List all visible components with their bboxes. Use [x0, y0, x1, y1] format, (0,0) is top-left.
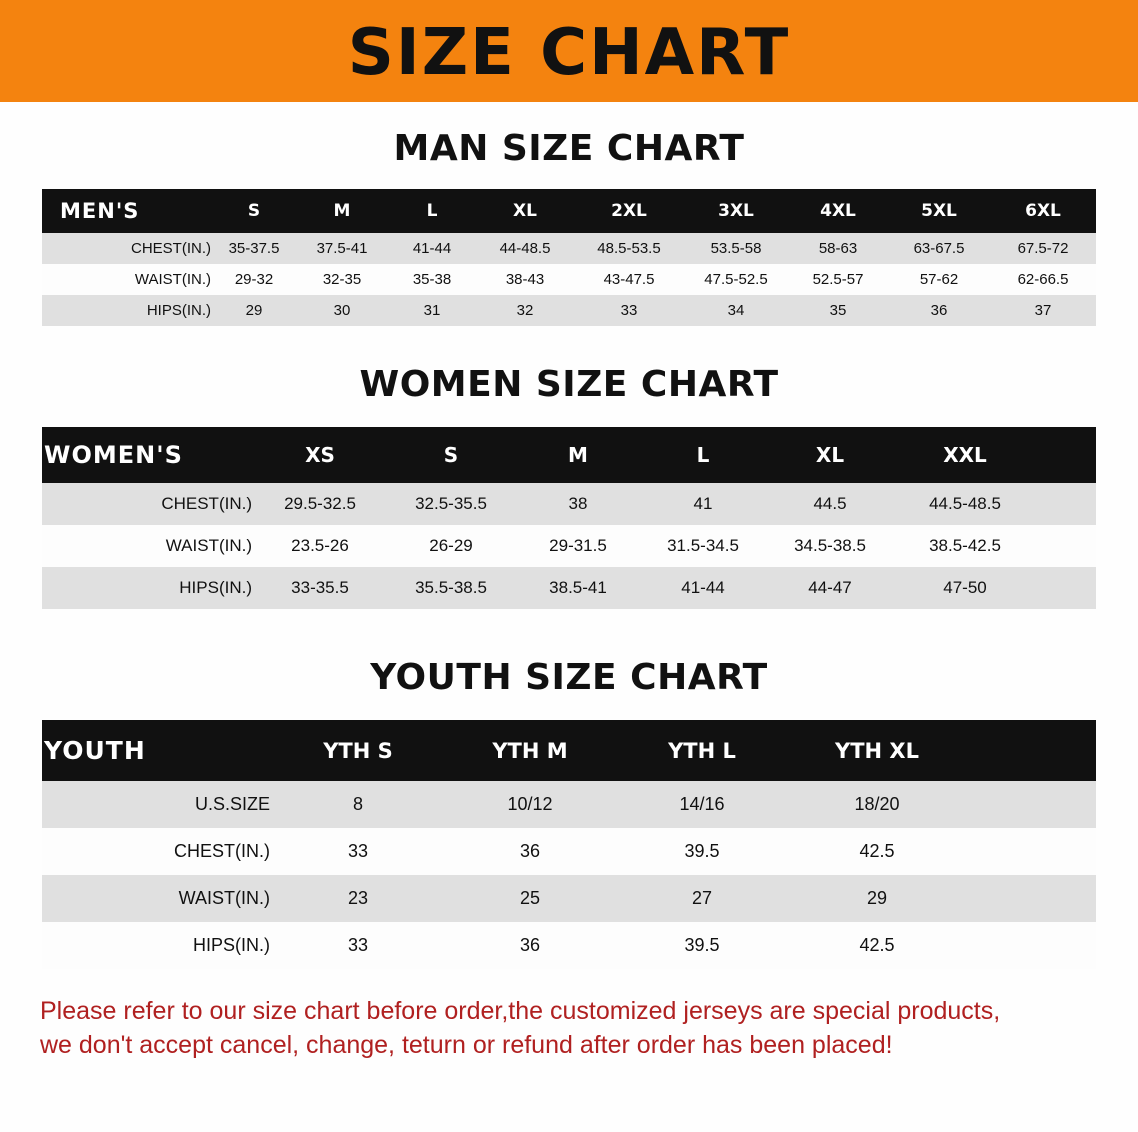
youth-row-ussize-label: U.S.SIZE [42, 781, 272, 828]
man-waist-4xl: 52.5-57 [788, 264, 888, 295]
table-row [42, 295, 1096, 326]
women-hips-l: 41-44 [640, 567, 766, 609]
women-row-chest-label: CHEST(IN.) [42, 483, 254, 525]
man-hips-3xl: 34 [684, 295, 788, 326]
youth-ussize-xl: 18/20 [788, 781, 966, 828]
man-waist-6xl: 62-66.5 [990, 264, 1096, 295]
table-row [42, 875, 1096, 922]
man-chest-xl: 44-48.5 [476, 233, 574, 264]
man-size-table [42, 189, 1096, 326]
man-row-hips-label: HIPS(IN.) [42, 295, 212, 326]
women-waist-m: 29-31.5 [516, 525, 640, 567]
women-header-label: WOMEN'S [42, 427, 254, 483]
youth-header-s: YTH S [272, 720, 444, 781]
youth-size-table [42, 720, 1096, 969]
youth-chest-m: 36 [444, 828, 616, 875]
youth-chest-spacer [966, 828, 1096, 875]
man-header-xl: XL [476, 189, 574, 233]
women-header-spacer [1036, 427, 1096, 483]
youth-hips-s: 33 [272, 922, 444, 969]
man-header-label: MEN'S [42, 189, 212, 233]
man-header-s: S [212, 189, 296, 233]
women-waist-xl: 34.5-38.5 [766, 525, 894, 567]
youth-ussize-s: 8 [272, 781, 444, 828]
women-waist-xxl: 38.5-42.5 [894, 525, 1036, 567]
man-chest-6xl: 67.5-72 [990, 233, 1096, 264]
women-header-xxl: XXL [894, 427, 1036, 483]
youth-waist-s: 23 [272, 875, 444, 922]
youth-waist-xl: 29 [788, 875, 966, 922]
women-section-heading: WOMEN SIZE CHART [359, 364, 779, 405]
youth-ussize-m: 10/12 [444, 781, 616, 828]
man-section-heading: MAN SIZE CHART [393, 128, 745, 169]
man-header-6xl: 6XL [990, 189, 1096, 233]
women-chest-l: 41 [640, 483, 766, 525]
man-waist-l: 35-38 [388, 264, 476, 295]
policy-note [40, 995, 1098, 1063]
youth-ussize-l: 14/16 [616, 781, 788, 828]
women-header-s: S [386, 427, 516, 483]
women-header-m: M [516, 427, 640, 483]
youth-table-header-row [42, 720, 1096, 781]
youth-hips-spacer [966, 922, 1096, 969]
youth-table-wrapper [42, 720, 1096, 969]
youth-hips-xl: 42.5 [788, 922, 966, 969]
man-waist-3xl: 47.5-52.5 [684, 264, 788, 295]
women-header-l: L [640, 427, 766, 483]
women-chest-s: 32.5-35.5 [386, 483, 516, 525]
women-hips-xl: 44-47 [766, 567, 894, 609]
man-waist-s: 29-32 [212, 264, 296, 295]
table-row [42, 922, 1096, 969]
youth-row-hips-label: HIPS(IN.) [42, 922, 272, 969]
women-hips-xxl: 47-50 [894, 567, 1036, 609]
man-waist-m: 32-35 [296, 264, 388, 295]
banner [0, 0, 1138, 102]
women-header-xs: XS [254, 427, 386, 483]
man-chest-5xl: 63-67.5 [888, 233, 990, 264]
women-table-header-row [42, 427, 1096, 483]
youth-chest-l: 39.5 [616, 828, 788, 875]
youth-hips-l: 39.5 [616, 922, 788, 969]
youth-chest-s: 33 [272, 828, 444, 875]
women-chest-xxl: 44.5-48.5 [894, 483, 1036, 525]
man-header-m: M [296, 189, 388, 233]
man-chest-m: 37.5-41 [296, 233, 388, 264]
youth-waist-l: 27 [616, 875, 788, 922]
table-row [42, 828, 1096, 875]
man-waist-xl: 38-43 [476, 264, 574, 295]
man-row-waist-label: WAIST(IN.) [42, 264, 212, 295]
man-table-wrapper [42, 189, 1096, 326]
women-waist-spacer [1036, 525, 1096, 567]
man-waist-2xl: 43-47.5 [574, 264, 684, 295]
man-hips-s: 29 [212, 295, 296, 326]
women-waist-xs: 23.5-26 [254, 525, 386, 567]
women-size-table [42, 427, 1096, 609]
women-hips-m: 38.5-41 [516, 567, 640, 609]
table-row [42, 781, 1096, 828]
youth-chest-xl: 42.5 [788, 828, 966, 875]
youth-header-m: YTH M [444, 720, 616, 781]
youth-section-heading: YOUTH SIZE CHART [370, 657, 768, 698]
youth-row-chest-label: CHEST(IN.) [42, 828, 272, 875]
man-row-chest-label: CHEST(IN.) [42, 233, 212, 264]
man-table-header-row [42, 189, 1096, 233]
youth-waist-spacer [966, 875, 1096, 922]
youth-header-label: YOUTH [42, 720, 272, 781]
man-header-l: L [388, 189, 476, 233]
youth-ussize-spacer [966, 781, 1096, 828]
women-chest-xs: 29.5-32.5 [254, 483, 386, 525]
policy-note-line-1: Please refer to our size chart before order,the customized jerseys are special products, [40, 997, 1001, 1025]
man-hips-5xl: 36 [888, 295, 990, 326]
youth-header-l: YTH L [616, 720, 788, 781]
man-hips-6xl: 37 [990, 295, 1096, 326]
table-row [42, 483, 1096, 525]
women-hips-xs: 33-35.5 [254, 567, 386, 609]
women-table-wrapper [42, 427, 1096, 609]
youth-hips-m: 36 [444, 922, 616, 969]
banner-title: SIZE CHART [347, 16, 791, 90]
women-hips-spacer [1036, 567, 1096, 609]
youth-header-xl: YTH XL [788, 720, 966, 781]
women-hips-s: 35.5-38.5 [386, 567, 516, 609]
women-waist-s: 26-29 [386, 525, 516, 567]
youth-header-spacer [966, 720, 1096, 781]
man-hips-m: 30 [296, 295, 388, 326]
man-chest-s: 35-37.5 [212, 233, 296, 264]
women-chest-spacer [1036, 483, 1096, 525]
man-header-2xl: 2XL [574, 189, 684, 233]
women-row-hips-label: HIPS(IN.) [42, 567, 254, 609]
youth-row-waist-label: WAIST(IN.) [42, 875, 272, 922]
policy-note-line-2: we don't accept cancel, change, teturn or refund after order has been placed! [40, 1030, 893, 1059]
table-row [42, 233, 1096, 264]
man-header-4xl: 4XL [788, 189, 888, 233]
table-row [42, 567, 1096, 609]
women-header-xl: XL [766, 427, 894, 483]
man-chest-3xl: 53.5-58 [684, 233, 788, 264]
women-chest-m: 38 [516, 483, 640, 525]
man-chest-l: 41-44 [388, 233, 476, 264]
man-chest-4xl: 58-63 [788, 233, 888, 264]
women-chest-xl: 44.5 [766, 483, 894, 525]
table-row [42, 264, 1096, 295]
man-hips-l: 31 [388, 295, 476, 326]
women-waist-l: 31.5-34.5 [640, 525, 766, 567]
man-hips-xl: 32 [476, 295, 574, 326]
man-chest-2xl: 48.5-53.5 [574, 233, 684, 264]
table-row [42, 525, 1096, 567]
youth-waist-m: 25 [444, 875, 616, 922]
man-hips-4xl: 35 [788, 295, 888, 326]
women-row-waist-label: WAIST(IN.) [42, 525, 254, 567]
man-header-3xl: 3XL [684, 189, 788, 233]
man-hips-2xl: 33 [574, 295, 684, 326]
man-header-5xl: 5XL [888, 189, 990, 233]
man-waist-5xl: 57-62 [888, 264, 990, 295]
